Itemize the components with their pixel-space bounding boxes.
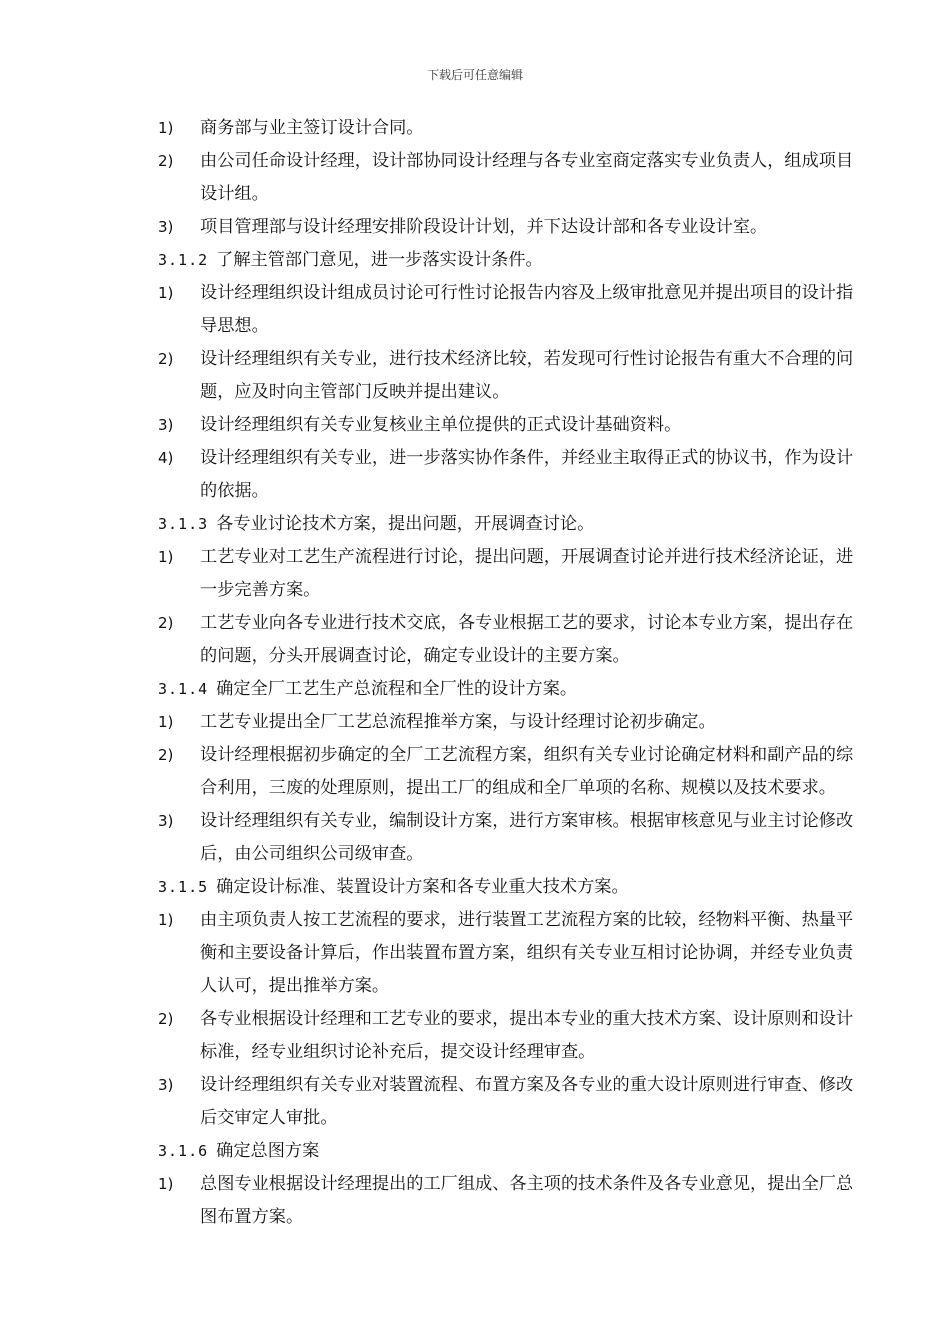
list-item [158, 607, 858, 673]
list-item-number: 1) [158, 713, 174, 731]
list-item-text: 项目管理部与设计经理安排阶段设计计划，并下达设计部和各专业设计室。 [200, 217, 768, 237]
section-title: 了解主管部门意见，进一步落实设计条件。 [216, 250, 543, 270]
list-item [158, 442, 858, 508]
list-item-number: 1) [158, 1175, 174, 1193]
list-item-number: 1) [158, 284, 174, 302]
section-title: 确定总图方案 [216, 1141, 320, 1161]
list-item-number: 1) [158, 911, 174, 929]
list-item [158, 541, 858, 607]
list-item-text: 设计经理组织有关专业，编制设计方案，进行方案审核。根据审核意见与业主讨论修改后，由公司组织公司级审查。 [200, 811, 854, 864]
list-item [158, 112, 858, 145]
list-item-text: 设计经理组织设计组成员讨论可行性讨论报告内容及上级审批意见并提出项目的设计指导思想。 [200, 283, 854, 336]
section-heading [158, 871, 858, 904]
section-number: 3.1.2 [158, 251, 209, 269]
list-item-text: 由主项负责人按工艺流程的要求，进行装置工艺流程方案的比较，经物料平衡、热量平衡和主要设备计算后，作出装置布置方案，组织有关专业互相讨论协调，并经专业负责人认可，提出推举方案。 [200, 910, 854, 996]
list-item [158, 1003, 858, 1069]
section-title: 确定全厂工艺生产总流程和全厂性的设计方案。 [216, 679, 578, 699]
list-item-number: 3) [158, 218, 174, 236]
list-item [158, 1069, 858, 1135]
list-item-text: 工艺专业提出全厂工艺总流程推举方案，与设计经理讨论初步确定。 [200, 712, 716, 732]
list-item [158, 343, 858, 409]
section-heading [158, 508, 858, 541]
list-item [158, 739, 858, 805]
list-item-number: 2) [158, 350, 174, 368]
list-item-number: 3) [158, 812, 174, 830]
list-item-number: 1) [158, 548, 174, 566]
list-item-text: 设计经理组织有关专业，进一步落实协作条件，并经业主取得正式的协议书，作为设计的依据。 [200, 448, 854, 501]
list-item [158, 145, 858, 211]
list-item [158, 211, 858, 244]
list-item [158, 409, 858, 442]
list-item-text: 由公司任命设计经理，设计部协同设计经理与各专业室商定落实专业负责人，组成项目设计组。 [200, 151, 854, 204]
section-title: 确定设计标准、装置设计方案和各专业重大技术方案。 [216, 877, 629, 897]
list-item [158, 706, 858, 739]
section-heading [158, 1135, 858, 1168]
list-item-number: 1) [158, 119, 174, 137]
section-heading [158, 244, 858, 277]
list-item-number: 2) [158, 1010, 174, 1028]
list-item-text: 商务部与业主签订设计合同。 [200, 118, 424, 138]
document-body [158, 112, 858, 1234]
list-item-number: 4) [158, 449, 174, 467]
list-item [158, 904, 858, 1003]
list-item-text: 工艺专业对工艺生产流程进行讨论，提出问题，开展调查讨论并进行技术经济论证，进一步完善方案。 [200, 547, 854, 600]
list-item-number: 2) [158, 614, 174, 632]
list-item-text: 设计经理根据初步确定的全厂工艺流程方案，组织有关专业讨论确定材料和副产品的综合利用，三废的处理原则，提出工厂的组成和全厂单项的名称、规模以及技术要求。 [200, 745, 854, 798]
list-item-number: 2) [158, 746, 174, 764]
list-item-text: 总图专业根据设计经理提出的工厂组成、各主项的技术条件及各专业意见，提出全厂总图布置方案。 [200, 1174, 854, 1227]
list-item [158, 277, 858, 343]
list-item-text: 设计经理组织有关专业对装置流程、布置方案及各专业的重大设计原则进行审查、修改后交审定人审批。 [200, 1075, 854, 1128]
section-number: 3.1.5 [158, 878, 209, 896]
list-item-text: 设计经理组织有关专业，进行技术经济比较，若发现可行性讨论报告有重大不合理的问题，应及时向主管部门反映并提出建议。 [200, 349, 854, 402]
section-number: 3.1.3 [158, 515, 209, 533]
section-number: 3.1.4 [158, 680, 209, 698]
section-heading [158, 673, 858, 706]
list-item-text: 各专业根据设计经理和工艺专业的要求，提出本专业的重大技术方案、设计原则和设计标准，经专业组织讨论补充后，提交设计经理审查。 [200, 1009, 854, 1062]
list-item-text: 设计经理组织有关专业复核业主单位提供的正式设计基础资料。 [200, 415, 682, 435]
list-item-number: 3) [158, 1076, 174, 1094]
section-number: 3.1.6 [158, 1142, 209, 1160]
section-title: 各专业讨论技术方案，提出问题，开展调查讨论。 [216, 514, 595, 534]
list-item [158, 805, 858, 871]
list-item-number: 2) [158, 152, 174, 170]
page-header: 下载后可任意编辑 [426, 68, 523, 82]
list-item-number: 3) [158, 416, 174, 434]
list-item [158, 1168, 858, 1234]
list-item-text: 工艺专业向各专业进行技术交底，各专业根据工艺的要求，讨论本专业方案，提出存在的问题，分头开展调查讨论，确定专业设计的主要方案。 [200, 613, 854, 666]
